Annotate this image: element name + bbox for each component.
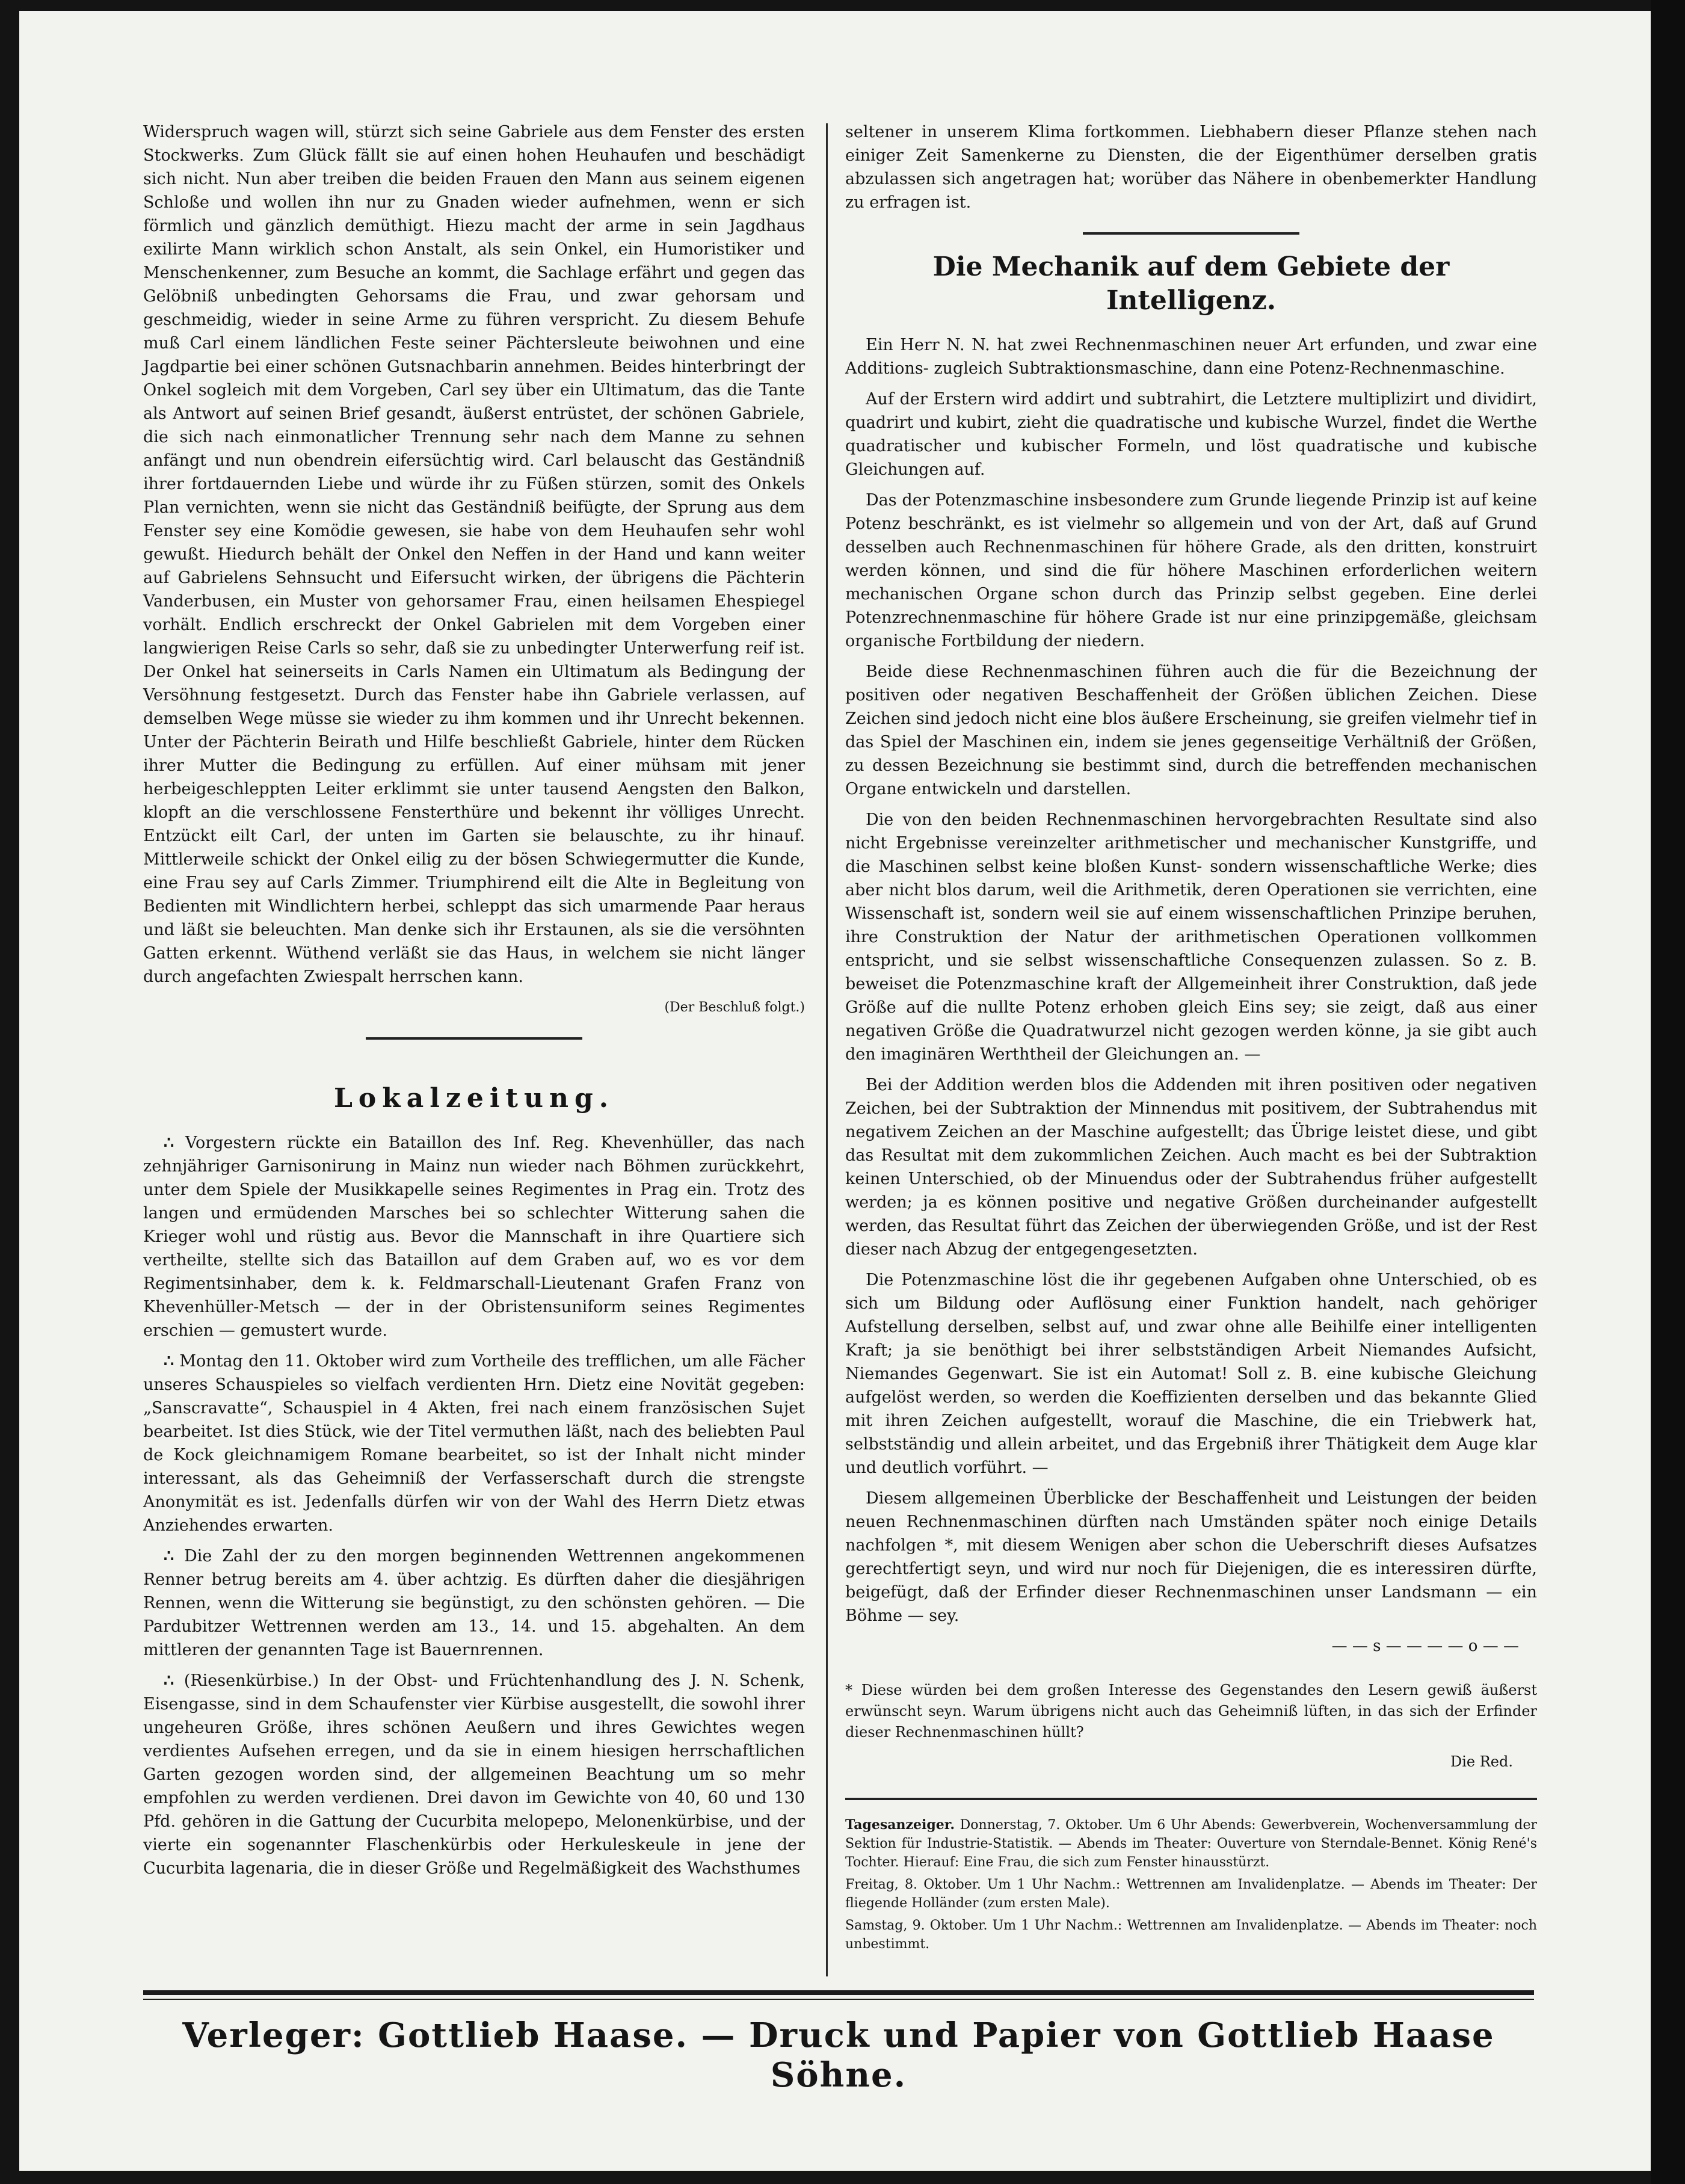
local-news-text: Die Zahl der zu den morgen beginnenden Wettrennen angekommenen Renner betrug bereits am 4. über achtzig. Es dürften daher die diesjährigen Rennen, wenn die Witterung sie begünstigt, zu den schönsten gehören. — Die Pardubitzer Wettrennen werden am 13., 14. und 15. abgehalten. An dem mittleren der genannten Tage ist Bauernrennen. [143,1547,805,1659]
item-marker: ∴ [164,1134,174,1152]
article-paragraph: Das der Potenzmaschine insbesondere zum Grunde liegende Prinzip ist auf keine Potenz beschränkt, es ist vielmehr so allgemein und von der Art, daß auf Grund desselben auch Rechnenmaschinen für höhere Grade, als den dritten, konstruirt werden können, und sind die für höhere Maschinen erforderlichen weitern mechanischen Organe schon durch das Prinzip selbst gegeben. Eine derlei Potenzrechnenmaschine für höhere Grade ist nur eine prinzipgemäße, gleichsam organische Fortbildung der niedern. [845,491,1537,650]
left-column [143,120,805,1887]
end-dashes: — — s — — — — o — — [1331,1637,1519,1655]
tagesanzeiger-text: Donnerstag, 7. Oktober. Um 6 Uhr Abends: Gewerbverein, Wochenversammlung der Sektion für Industrie-Statistik. — Abends im Theater: Ouverture von Sterndale-Bennet. König René's Tochter. Hierauf: Eine Frau, die sich zum Fenster hinausstürzt. [845,1818,1538,1870]
bottom-rule-thick [143,1990,1534,1995]
tagesanzeiger-rule [845,1798,1537,1800]
item-marker: ∴ [164,1547,174,1566]
article-title: Die Mechanik auf dem Gebiete der Intelligenz. [932,251,1450,316]
carryover-paragraph: seltener in unserem Klima fortkommen. Liebhabern dieser Pflanze stehen nach einiger Zeit Samenkerne zu Diensten, die der Eigenthümer derselben gratis abzulassen sich angetragen hat; worüber das Nähere in obenbemerkter Handlung zu erfragen ist. [845,123,1537,212]
bottom-rule-thin [143,1999,1534,2000]
article-paragraph: Ein Herr N. N. hat zwei Rechnenmaschinen neuer Art erfunden, und zwar eine Additions- zugleich Subtraktionsmaschine, dann eine Potenz-Rechnenmaschine. [845,336,1537,378]
local-news-text: Vorgestern rückte ein Bataillon des Inf. Reg. Khevenhüller, das nach zehnjähriger Garnisonirung in Mainz nun wieder nach Böhmen zurückkehrt, unter dem Spiele der Musikkapelle seines Regimentes in Prag ein. Trotz des langen und ermüdenden Marsches bei so schlechter Witterung sahen die Krieger wohl und rüstig aus. Bevor die Mannschaft in ihre Quartiere sich vertheilte, stellte sich das Bataillon auf dem Graben auf, wo es vor dem Regimentsinhaber, dem k. k. Feldmarschall-Lieutenant Grafen Franz von Khevenhüller-Metsch — der in der Obristensuniform seines Regimentes erschien — gemustert wurde. [143,1134,805,1340]
article-paragraph: Die von den beiden Rechnenmaschinen hervorgebrachten Resultate sind also nicht Ergebnisse vereinzelter arithmetischer und mechanischer Kunstgriffe, und die Maschinen selbst keine bloßen Kunst- sondern wissenschaftliche Werke; dies aber nicht blos darum, weil die Arithmetik, deren Operationen sie verrichten, eine Wissenschaft ist, sondern weil sie auf einem wissenschaftlichen Prinzipe beruhen, ihre Construktion der Natur der arithmetischen Operationen vollkommen entspricht, und sie selbst wissenschaftliche Consequenzen zulassen. So z. B. beweiset die Potenzmaschine kraft der Allgemeinheit ihrer Construktion, daß jede Größe auf die nullte Potenz erhoben gleich Eins sey; sie zeigt, daß aus einer negativen Größe die Quadratwurzel nicht gezogen werden könne, ja sie gibt auch den imaginären Werththeil der Gleichungen an. — [845,810,1537,1064]
local-news-item [143,1350,805,1537]
article-paragraph: Beide diese Rechnenmaschinen führen auch die für die Bezeichnung der positiven oder negativen Beschaffenheit der Größen üblichen Zeichen. Diese Zeichen sind jedoch nicht eine blos äußere Erscheinung, sie greifen vielmehr tief in das Spiel der Maschinen ein, indem sie jenes gegenseitige Verhältniß der Größen, zu dessen Bezeichnung sie bestimmt sind, durch die betreffenden mechanischen Organe entwickeln und darstellen. [845,662,1537,798]
publisher-imprint: Verleger: Gottlieb Haase. — Druck und Papier von Gottlieb Haase Söhne. [182,2016,1495,2095]
right-column [845,120,1537,1957]
section-heading-lokalzeitung: Lokalzeitung. [333,1083,615,1114]
feuilleton-paragraph: Widerspruch wagen will, stürzt sich seine Gabriele aus dem Fenster des ersten Stockwerks. Zum Glück fällt sie auf einen hohen Heuhaufen und beschädigt sich nicht. Nun aber treiben die beiden Frauen den Mann aus seinem eigenen Schloße und wollen ihn nur zu Gnaden wieder aufnehmen, wenn er sich förmlich und gänzlich demüthigt. Hiezu macht der arme in sein Jagdhaus exilirte Mann wirklich schon Anstalt, als sein Onkel, ein Humoristiker und Menschenkenner, zum Besuche an kommt, die Sachlage erfährt und gegen das Gelöbniß unbedingten Gehorsams die Frau, und zwar gehorsam und geschmeidig, wieder in seine Arme zu führen verspricht. Zu diesem Behufe muß Carl einem ländlichen Feste seiner Pächtersleute beiwohnen und eine Jagdpartie bei einer schönen Gutsnachbarin annehmen. Beides hinterbringt der Onkel sogleich mit dem Vorgeben, Carl sey über ein Ultimatum, das die Tante als Antwort auf seinen Brief gesandt, äußerst entrüstet, der schönen Gabriele, die sich nach einmonatlicher Trennung sehr nach dem Manne zu sehnen anfängt und nun obendrein eifersüchtig wird. Carl belauscht das Geständniß ihrer fortdauernden Liebe und würde ihr zu Füßen stürzen, somit des Onkels Plan vernichten, wenn sie nicht das Geständniß beifügte, der Sprung aus dem Fenster sey eine Komödie gewesen, sie habe von dem Heuhaufen sehr wohl gewußt. Hiedurch behält der Onkel den Neffen in der Hand und kann weiter auf Gabrielens Sehnsucht und Eifersucht wirken, der übrigens die Pächterin Vanderbusen, ein Muster von gehorsamer Frau, einen heilsamen Ehespiegel vorhält. Endlich erschreckt der Onkel Gabrielen mit dem Vorgeben einer langwierigen Reise Carls so sehr, daß sie zu unbedingter Unterwerfung reif ist. Der Onkel hat seinerseits in Carls Namen ein Ultimatum als Bedingung der Versöhnung festgesetzt. Durch das Fenster habe ihn Gabriele verlassen, auf demselben Wege müsse sie wieder zu ihm kommen und ihr Unrecht bekennen. Unter der Pächterin Beirath und Hilfe beschließt Gabriele, hinter dem Rücken ihrer Mutter die Bedingung zu erfüllen. Auf einer mühsam mit jener herbeigeschleppten Leiter erklimmt sie unter tausend Aengsten den Balkon, klopft an die verschlossene Fensterthüre und bekennt ihr völliges Unrecht. Entzückt eilt Carl, der unten im Garten sie belauschte, zu ihr hinauf. Mittlerweile schickt der Onkel eilig zu der bösen Schwiegermutter die Kunde, eine Frau sey auf Carls Zimmer. Triumphirend eilt die Alte in Begleitung von Bedienten mit Windlichtern herbei, schleppt das sich umarmende Paar heraus und läßt sie beleuchten. Man denke sich ihr Erstaunen, als sie die versöhnten Gatten erkennt. Wüthend verläßt sie das Haus, in welchem sie nicht länger durch angefachten Zwiespalt herrschen kann. [143,123,805,986]
tagesanzeiger-entry: Samstag, 9. Oktober. Um 1 Uhr Nachm.: Wettrennen am Invalidenplatze. — Abends im Theater: noch unbestimmt. [845,1918,1537,1952]
continuation-note: (Der Beschluß folgt.) [664,1000,805,1015]
tagesanzeiger-entry [845,1816,1537,1872]
scan-border [1651,0,1685,2184]
article-paragraph: Auf der Erstern wird addirt und subtrahirt, die Letztere multiplizirt und dividirt, quadrirt und kubirt, zieht die quadratische und kubische Wurzel, findet die Werthe quadratischer und kubischer Formeln, und löst quadratische und kubische Gleichungen auf. [845,390,1537,479]
local-news-text: Montag den 11. Oktober wird zum Vortheile des trefflichen, um alle Fächer unseres Schauspieles so vielfach verdienten Hrn. Dietz eine Novität gegeben: „Sanscravatte“, Schauspiel in 4 Akten, frei nach einem französischen Sujet bearbeitet. Ist dies Stück, wie der Titel vermuthen läßt, nach des beliebten Paul de Kock gleichnamigem Romane bearbeitet, so ist der Inhalt nicht minder interessant, als das Geheimniß der Verfasserschaft durch die strengste Anonymität es ist. Jedenfalls dürfen wir von der Wahl des Herrn Dietz etwas Anziehendes erwarten. [143,1352,805,1535]
section-divider [1083,232,1299,235]
item-marker: ∴ [164,1671,174,1690]
footnote: * Diese würden bei dem großen Interesse des Gegenstandes den Lesern gewiß äußerst erwünscht seyn. Warum übrigens nicht auch das Geheimniß lüften, in das sich der Erfinder dieser Rechnenmaschinen hüllt? [845,1682,1537,1741]
column-divider [826,123,828,1976]
article-paragraph: Diesem allgemeinen Überblicke der Beschaffenheit und Leistungen der beiden neuen Rechnenmaschinen dürften nach Umständen später noch einige Details nachfolgen *, mit diesem Wenigen aber schon die Ueberschrift dieses Aufsatzes gerechtfertigt seyn, und wird nur noch für Diejenigen, die es interessiren dürfte, beigefügt, daß der Erfinder dieser Rechnenmaschinen unser Landsmann — ein Böhme — sey. [845,1489,1537,1625]
article-paragraph: Die Potenzmaschine löst die ihr gegebenen Aufgaben ohne Unterschied, ob es sich um Bildung oder Auflösung einer Funktion handelt, nach gehöriger Aufstellung derselben, selbst auf, und zwar ohne alle Beihilfe einer intelligenten Kraft; ja sie benöthigt bei ihrer selbstständigen Arbeit Niemandes Aufsicht, Niemandes Gegenwart. Sie ist ein Automat! Soll z. B. eine kubische Gleichung aufgelöst werden, so werden die Koeffizienten derselben und das bekannte Glied mit ihren Zeichen aufgestellt, worauf die Maschine, die ein Triebwerk hat, selbstständig und allein arbeitet, und das Ergebniß ihrer Thätigkeit dem Auge klar und deutlich vorführt. — [845,1271,1537,1477]
footnote-signature: Die Red. [1450,1753,1513,1770]
article-paragraph: Bei der Addition werden blos die Addenden mit ihren positiven oder negativen Zeichen, bei der Subtraktion der Minnendus mit positivem, der Subtrahendus mit negativem Zeichen an der Maschine aufgestellt; das Übrige leistet diese, und gibt das Resultat mit dem zukommlichen Zeichen. Auch macht es bei der Subtraktion keinen Unterschied, ob der Minuendus oder der Subtrahendus früher aufgestellt werden; ja es können positive und negative Größen durcheinander aufgestellt werden, das Resultat führt das Zeichen der überwiegenden Größe, und ist der Rest dieser nach Abzug der entgegengesetzten. [845,1076,1537,1259]
tagesanzeiger-label: Tagesanzeiger. [845,1817,955,1833]
local-news-item [143,1544,805,1662]
local-news-item [143,1669,805,1880]
local-news-text: (Riesenkürbise.) In der Obst- und Früchtenhandlung des J. N. Schenk, Eisengasse, sind in dem Schaufenster vier Kürbise ausgestellt, die sowohl ihrer ungeheuren Größe, ihres schönen Aeußern und ihres Gewichtes wegen verdientes Aufsehen erregen, und da sie in einem hiesigen herrschaftlichen Garten gezogen worden sind, der allgemeinen Beachtung um so mehr empfohlen zu werden verdienen. Drei davon im Gewichte von 40, 60 und 130 Pfd. gehören in die Gattung der Cucurbita melopepo, Melonenkürbise, und der vierte ein sogenannter Flaschenkürbis oder Herkuleskeule in jene der Cucurbita lagenaria, die in dieser Größe und Regelmäßigkeit des Wachsthumes [143,1671,805,1878]
item-marker: ∴ [164,1352,174,1371]
tagesanzeiger-entry: Freitag, 8. Oktober. Um 1 Uhr Nachm.: Wettrennen am Invalidenplatze. — Abends im Theater: Der fliegende Holländer (zum ersten Male). [845,1877,1537,1911]
local-news-item [143,1131,805,1342]
section-divider [366,1037,582,1040]
